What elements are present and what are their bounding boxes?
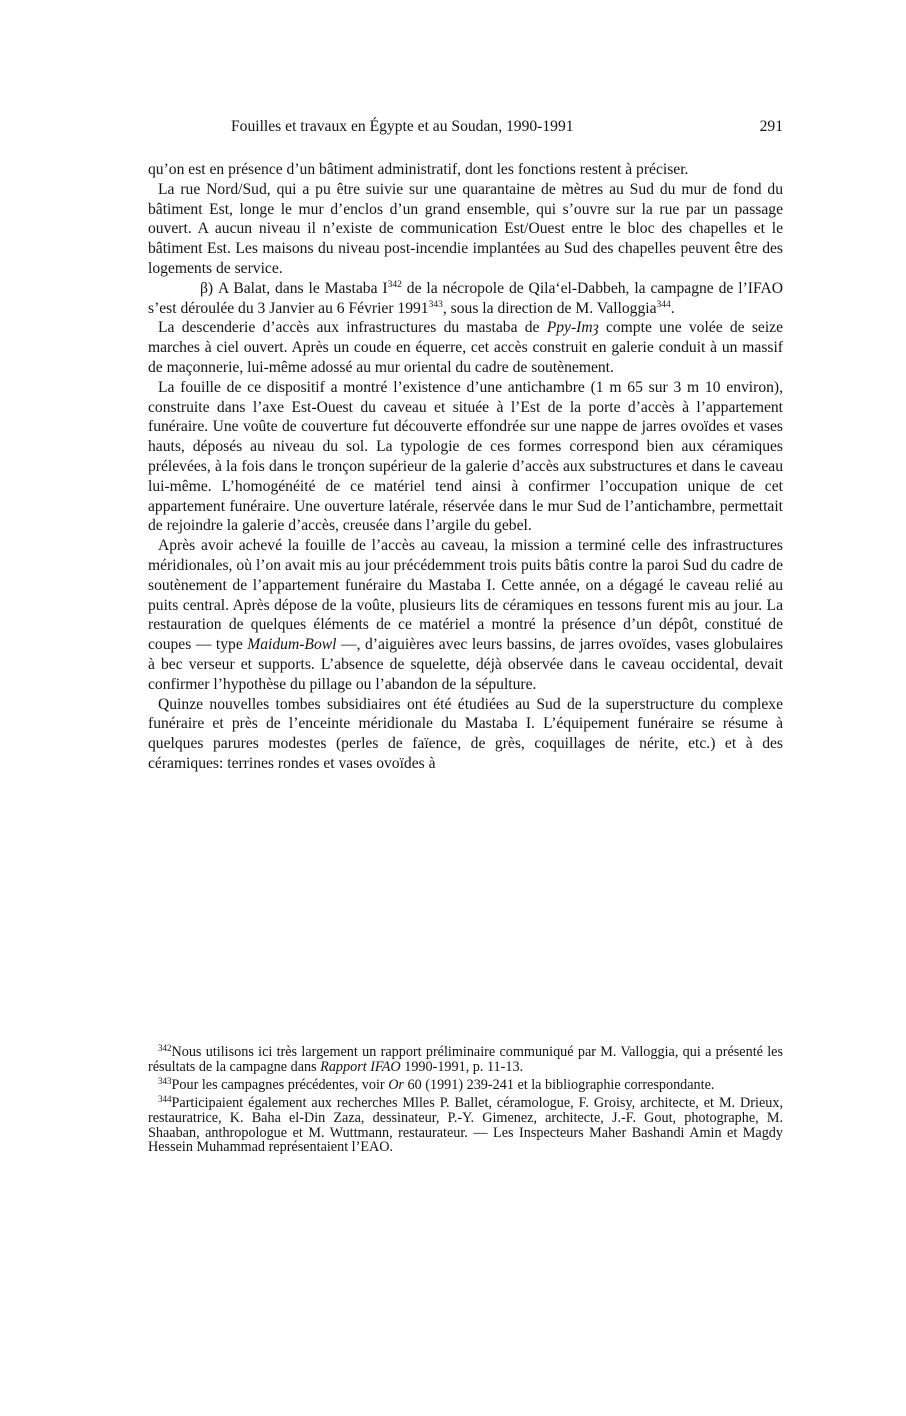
paragraph-text: compte une volée de seize marches à ciel ouvert. Après un coude en équerre, cet accès construit en galerie conduit à un massif de maçonnerie, lui-même adossé au mur oriental du cadre de soutènement. <box>148 319 784 376</box>
italic-term: Ppy-Imȝ <box>546 319 599 337</box>
paragraph-text: La rue Nord/Sud, qui a pu être suivie sur une quarantaine de mètres au Sud du mur de fond du bâtiment Est, longe le mur d’enclos d’un grand ensemble, qui s’ouvre sur la rue par un passage ouvert. A aucun niveau il n’existe de communication Est/Ouest entre le bloc des chapelles et le bâtiment Est. Les maisons du niveau post-incendie implantées au Sud des chapelles peuvent être des logements de service. <box>148 180 783 277</box>
paragraph-text: —, d’aiguières avec leurs bassins, de jarres ovoïdes, vases globulaires à bec verseur et supports. L’absence de squelette, déjà observée dans le caveau occidental, devait confirmer l’hypothèse du pillage ou l’abandon de la sépulture. <box>148 636 783 693</box>
paragraph <box>148 160 783 180</box>
footnote-text: 1990-1991, p. 11-13. <box>400 1058 524 1075</box>
footnote-text: Participaient également aux recherches Mlles P. Ballet, céramologue, F. Groisy, architecte, et M. Drieux, restauratrice, K. Baha el-Din Zaza, dessinateur, P.-Y. Gimenez, architecte, J.-F. Gout, photographe, M. Shaaban, anthropologue et M. Wuttmann, restaurateur. — Les Inspecteurs Maher Bashandi Amin et Magdy Hessein Muhammad représentaient l’EAO. <box>148 1094 783 1156</box>
footnote-number: 344 <box>158 1093 172 1104</box>
footnote-text: Nous utilisons ici très largement un rapport préliminaire communiqué par M. Valloggia, qui a présenté les résultats de la campagne dans <box>148 1044 783 1075</box>
paragraph-text: qu’on est en présence d’un bâtiment administratif, dont les fonctions restent à préciser. <box>148 161 689 178</box>
page-number: 291 <box>759 118 783 135</box>
running-title: Fouilles et travaux en Égypte et au Soudan, 1990-1991 <box>231 118 574 135</box>
italic-term: Rapport IFAO <box>320 1058 401 1075</box>
paragraph <box>148 378 783 536</box>
paragraph-text: de la nécropole de Qila‘el-Dabbeh, la campagne de l’IFAO s’est déroulée du 3 Janvier au 6 Février 1991 <box>148 279 783 317</box>
italic-term: Or <box>388 1076 404 1093</box>
footnote-number: 342 <box>158 1043 172 1053</box>
footnotes <box>148 1045 783 1158</box>
paragraph <box>148 279 783 319</box>
footnote-text: 60 (1991) 239-241 et la bibliographie correspondante. <box>403 1076 715 1093</box>
paragraph-text: β) A Balat, dans le Mastaba I <box>200 279 388 297</box>
italic-term: Maidum-Bowl <box>247 636 337 654</box>
main-text <box>148 160 783 774</box>
paragraph-text: La fouille de ce dispositif a montré l’existence d’une antichambre (1 m 65 sur 3 m 10 environ), construite dans l’axe Est-Ouest du caveau et située à l’Est de la porte d’accès à l’appartement funéraire. Une voûte de couverture fut découverte effondrée sur une nappe de jarres ovoïdes et vases hauts, déposés au niveau du sol. La typologie de ces formes correspond bien aux céramiques prélevées, à la fois dans le tronçon supérieur de la galerie d’accès aux substructures et dans le caveau lui-même. L’homogénéité de ce matériel tend ainsi à confirmer l’occupation unique de cet appartement funéraire. Une ouverture latérale, réservée dans le mur Sud de l’antichambre, permettait de rejoindre la galerie d’accès, creusée dans l’argile du gebel. <box>148 378 783 535</box>
paragraph <box>148 180 783 279</box>
paragraph <box>148 695 783 774</box>
footnote-343 <box>148 1075 783 1093</box>
paragraph-text: . <box>670 299 675 317</box>
footnote-ref[interactable]: 344 <box>656 299 671 310</box>
paragraph-text: La descenderie d’accès aux infrastructures du mastaba de <box>158 319 547 337</box>
footnote-ref[interactable]: 342 <box>387 279 402 290</box>
paragraph-text: Après avoir achevé la fouille de l’accès au caveau, la mission a terminé celle des infrastructures méridionales, où l’on avait mis au jour précédemment trois puits bâtis contre la paroi Sud du cadre de soutènement de l’appartement funéraire du Mastaba I. Cette année, on a dégagé le caveau relié au puits central. Après dépose de la voûte, plusieurs lits de céramiques en tessons furent mis au jour. La restauration de quelques éléments de ce matériel a montré la présence d’un dépôt, constitué de coupes — type <box>148 537 783 654</box>
footnote-342 <box>148 1045 783 1075</box>
paragraph <box>148 318 783 377</box>
footnote-ref[interactable]: 343 <box>428 299 443 310</box>
paragraph <box>148 536 783 694</box>
paragraph-text: , sous la direction de M. Valloggia <box>442 299 657 317</box>
running-header <box>148 118 783 140</box>
footnote-344 <box>148 1093 783 1156</box>
paragraph-text: Quinze nouvelles tombes subsidiaires ont été étudiées au Sud de la superstructure du complexe funéraire et près de l’enceinte méridionale du Mastaba I. L’équipement funéraire se résume à quelques parures modestes (perles de faïence, de grès, coquillages de nérite, etc.) et à des céramiques: terrines rondes et vases ovoïdes à <box>148 695 783 772</box>
footnote-text: Pour les campagnes précédentes, voir <box>171 1076 389 1093</box>
footnote-number: 343 <box>158 1075 172 1086</box>
